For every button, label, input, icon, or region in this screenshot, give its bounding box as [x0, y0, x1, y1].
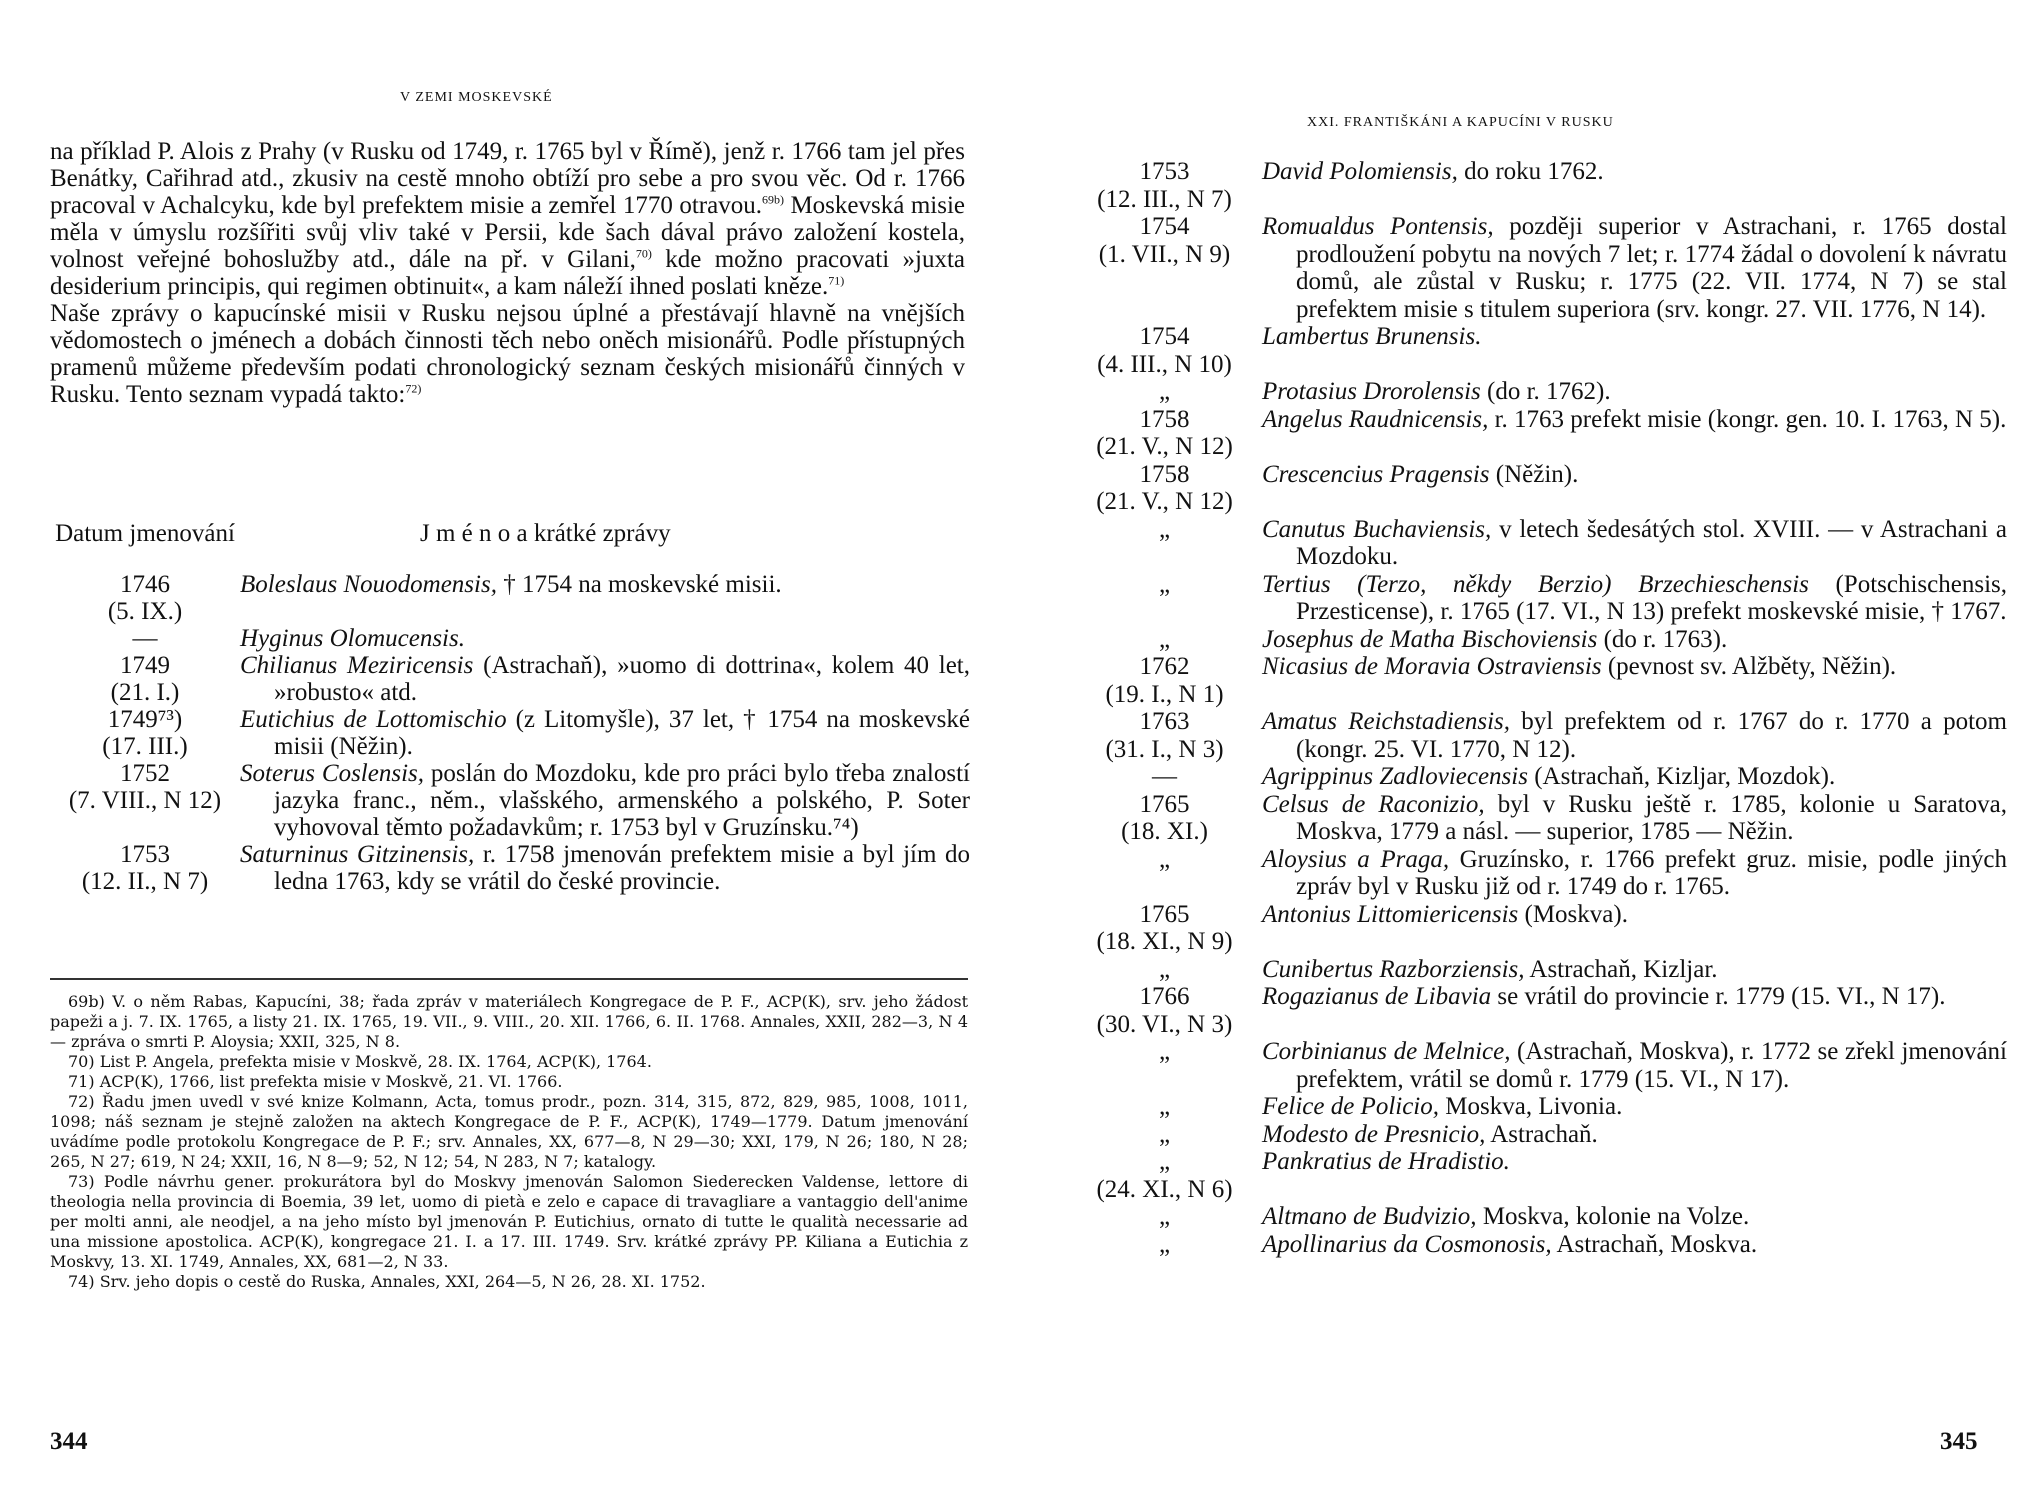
missionary-name: Amatus Reichstadiensis, [1262, 708, 1511, 735]
missionary-note: r. 1758 jmenován prefektem misie a byl jím do ledna 1763, kdy se vrátil do české provincie. [274, 841, 970, 895]
table-row [50, 760, 970, 841]
missionary-name: Canutus Buchaviensis, [1262, 515, 1492, 543]
row-date: „ [1158, 570, 1171, 598]
row-date: „ [1158, 845, 1171, 873]
footnote: 72) Řadu jmen uvedl v své knize Kolmann, Acta, tomus prodr., pozn. 314, 315, 872, 829, 985, 1008, 1011, 1098; náš seznam je stejně založen na aktech Kongregace de P. F., ACP(K), 1749—1779. Datum jmenování uvádíme podle protokolu Kongregace de P. F.; srv. Annales, XX, 677—8, N 29—30; XXI, 179, N 26; 180, N 28; 265, N 27; 619, N 24; XXII, 16, N 8—9; 52, N 12; 54, N 283, N 7; katalogy. [50, 1092, 968, 1171]
row-date: 1754 (4. III., N 10) [1097, 323, 1232, 378]
table-row [1067, 571, 2007, 626]
missionary-note: † 1754 na moskevské misii. [496, 571, 782, 598]
row-description [1262, 378, 2007, 406]
table-row [1067, 708, 2007, 763]
row-description [1262, 626, 2007, 654]
footnote: 74) Srv. jeho dopis o cestě do Ruska, Annales, XXI, 264—5, N 26, 28. XI. 1752. [68, 1272, 706, 1291]
missionary-name: Hyginus Olomucensis. [240, 625, 465, 652]
table-row [1067, 378, 2007, 406]
missionary-note: (do r. 1763). [1597, 625, 1728, 653]
row-description [1262, 708, 2007, 763]
table-row [1067, 323, 2007, 378]
row-date: 1754 (1. VII., N 9) [1098, 213, 1231, 268]
table-row [1067, 1121, 2007, 1149]
header-date: Datum jmenování [55, 520, 235, 547]
missionary-name: Antonius Littomiericensis [1262, 900, 1519, 928]
table-row [1067, 901, 2007, 956]
missionary-note: Moskva, kolonie na Volze. [1476, 1203, 1750, 1230]
row-date: „ [1158, 1203, 1171, 1230]
footnotes [50, 992, 968, 1292]
row-date: 1762 (19. I., N 1) [1105, 653, 1224, 708]
missionary-name: Apollinarius da Cosmonosis, [1262, 1230, 1552, 1258]
row-description [240, 625, 970, 652]
row-description [1262, 901, 2007, 956]
row-description [1262, 653, 2007, 708]
right-page [1017, 0, 2034, 1500]
row-description [240, 841, 970, 895]
missionary-note: (Astrachaň), »uomo di dottrina«, kolem 40 let, »robusto« atd. [274, 652, 971, 706]
table-row [50, 625, 970, 652]
missionary-note: byl v Rusku ještě r. 1785, kolonie u Saratova, Moskva, 1779 a násl. — superior, 1785 — Něžin. [1296, 790, 2007, 845]
row-date: „ [1158, 1038, 1171, 1065]
table-row [1067, 406, 2007, 461]
missionary-note: (Potschischensis, Przesticense), r. 1765 (17. VI., N 13) prefekt moskevské misie, † 1767. [1296, 570, 2007, 625]
row-description [1262, 571, 2007, 626]
missionary-note: Astrachaň. [1485, 1120, 1598, 1148]
missionary-note: později superior v Astrachani, r. 1765 dostal prodloužení pobytu na nových 7 let; r. 1774 žádal o dovolení k návratu domů, ale zůstal v Rusku; r. 1775 (22. VII. 1774, N 7) se stal prefektem misie s titulem superiora (srv. kongr. 27. VII. 1776, N 14). [1296, 213, 2008, 323]
row-date: „ [1158, 625, 1171, 653]
table-row [1067, 158, 2007, 213]
missionary-name: Nicasius de Moravia Ostraviensis [1262, 653, 1602, 680]
footnote: 69b) V. o něm Rabas, Kapucíni, 38; řada zpráv v materiálech Kongregace de P. F., ACP(K), srv. jeho žádost papeži a j. 7. IX. 1765, a listy 21. IX. 1765, 19. VII., 9. VIII., 20. XII. 1766, 6. II. 1768. Annales, XXII, 282—3, N 4 — zpráva o smrti P. Aloysia; XXII, 325, N 8. [50, 992, 968, 1051]
missionary-note: Moskva, Livonia. [1439, 1093, 1623, 1120]
row-date: 1758 (21. V., N 12) [1096, 405, 1233, 460]
row-description [240, 571, 970, 625]
missionary-name: Crescencius Pragensis [1262, 460, 1490, 488]
row-date: „ (24. XI., N 6) [1096, 1148, 1233, 1203]
row-description [1262, 791, 2007, 846]
missionary-note: Astrachaň, Kizljar. [1524, 955, 1718, 983]
footnote-ref-72[interactable]: 72) [405, 381, 422, 396]
footnote-divider [50, 978, 968, 980]
row-description [240, 760, 970, 841]
row-date: „ [1158, 955, 1171, 983]
row-date: 1753 (12. II., N 7) [81, 841, 209, 895]
row-description [1262, 956, 2007, 984]
missionary-name: Saturninus Gitzinensis, [240, 841, 475, 868]
header-name: J m é n o a krátké zprávy [420, 520, 671, 547]
right-running-header: XXI. FRANTIŠKÁNI A KAPUCÍNI V RUSKU [1307, 115, 1614, 130]
left-body-text [50, 138, 965, 408]
missionary-name: Angelus Raudnicensis, [1262, 405, 1489, 433]
missionary-name: Corbinianus de Melnice, [1262, 1038, 1511, 1065]
missionary-name: Agrippinus Zadloviecensis [1262, 763, 1528, 790]
row-date: 1749⁷³) (17. III.) [102, 706, 188, 760]
paragraph-1: na příklad P. Alois z Prahy (v Rusku od 1749, r. 1765 byl v Římě), jenž r. 1766 tam jel přes Benátky, Cařihrad atd., zkusiv na cestě mnoho obtíží pro sebe a pro svou věc. Od r. 1766 pracoval v Achalcyku, kde byl prefektem misie a zemřel 1770 otravou.$^{69b)}$ Moskevská misie měla v úmyslu rozšířiti svůj vliv také v Persii, kde šach dával právo založení kostela, volnost veřejné bohoslužby atd., dále na př. v Gilani,$^{70)}$ kde možno pracovati »juxta desiderium principis, qui regimen obtinuit«, a kam náleží ihned poslati kněze.$^{71)}$ [50, 138, 965, 300]
missionary-name: Tertius (Terzo, někdy Berzio) Brzechieschensis [1262, 570, 1809, 598]
missionary-name: Protasius Drorolensis [1262, 378, 1481, 405]
row-description [1262, 1038, 2007, 1093]
missionary-note: r. 1763 prefekt misie (kongr. gen. 10. I. 1763, N 5). [1488, 405, 2007, 433]
table-row [50, 706, 970, 760]
row-description [1262, 983, 2007, 1038]
table-row [1067, 983, 2007, 1038]
missionary-name: Josephus de Matha Bischoviensis [1262, 625, 1598, 653]
missionary-note: (Astrachaň, Moskva), r. 1772 se zřekl jmenování prefektem, vrátil se domů r. 1779 (15. VI., N 17). [1296, 1038, 2007, 1093]
missionary-note: (do r. 1762). [1480, 378, 1611, 405]
missionary-name: Altmano de Budvizio, [1262, 1203, 1477, 1230]
missionary-note: (Astrachaň, Kizljar, Mozdok). [1527, 763, 1836, 790]
row-date: — [132, 625, 158, 652]
table-row [1067, 846, 2007, 901]
row-description [1262, 1093, 2007, 1121]
table-row [1067, 461, 2007, 516]
missionary-name: David Polomiensis, [1262, 158, 1458, 185]
missionary-name: Felice de Policio, [1262, 1093, 1440, 1120]
table-row [1067, 791, 2007, 846]
footnote-ref-69b[interactable]: 69b) [761, 192, 784, 207]
missionary-name: Chilianus Meziricensis [240, 652, 474, 679]
row-description [1262, 1231, 2007, 1259]
row-description [1262, 763, 2007, 791]
row-date: 1752 (7. VIII., N 12) [68, 760, 222, 814]
footnote-ref-71[interactable]: 71) [828, 273, 845, 288]
footnote: 73) Podle návrhu gener. prokurátora byl do Moskvy jmenován Salomon Siederecken Valdense, lettore di theologia nella provincia di Boemia, 39 let, uomo di pietà e zelo e capace di travagliare a vantaggio dell'anime per molti anni, ale neodjel, a na jeho místo byl jmenován P. Eutichius, ornato di tutte le qualità necessarie ad una missione apostolica. ACP(K), kongregace 21. I. a 17. III. 1749. Srv. krátké zprávy PP. Kiliana a Eutichia z Moskvy, 13. XI. 1749, Annales, XX, 681—2, N 33. [50, 1172, 968, 1271]
missionary-table-right [1067, 158, 2007, 1258]
page-number-left: 344 [50, 1428, 88, 1455]
missionary-name: Modesto de Presnicio, [1262, 1120, 1486, 1148]
missionary-name: Cunibertus Razborziensis, [1262, 955, 1525, 983]
table-row [50, 652, 970, 706]
row-date: „ [1158, 1230, 1171, 1258]
table-row [1067, 956, 2007, 984]
row-description [1262, 406, 2007, 461]
row-date: „ [1158, 378, 1171, 405]
missionary-name: Rogazianus de Libavia [1262, 983, 1492, 1010]
missionary-note: Astrachaň, Moskva. [1551, 1230, 1758, 1258]
row-date: 1746 (5. IX.) [107, 571, 183, 625]
row-description [1262, 323, 2007, 378]
footnote: 71) ACP(K), 1766, list prefekta misie v Moskvě, 21. VI. 1766. [68, 1072, 563, 1091]
table-header [50, 520, 970, 547]
row-date: „ [1158, 1093, 1171, 1120]
row-description [1262, 1121, 2007, 1149]
missionary-name: Pankratius de Hradistio. [1262, 1148, 1510, 1175]
table-row [50, 571, 970, 625]
table-row [1067, 1038, 2007, 1093]
row-date: 1749 (21. I.) [110, 652, 180, 706]
table-row [1067, 626, 2007, 654]
row-description [1262, 461, 2007, 516]
row-description [1262, 158, 2007, 213]
row-description [1262, 1148, 2007, 1203]
missionary-name: Lambertus Brunensis. [1262, 323, 1482, 350]
missionary-name: Romualdus Pontensis, [1262, 213, 1494, 240]
row-description [1262, 213, 2007, 323]
table-row [50, 841, 970, 895]
table-row [1067, 213, 2007, 323]
table-row [1067, 516, 2007, 571]
missionary-note: (pevnost sv. Alžběty, Něžin). [1601, 653, 1897, 680]
row-description [1262, 516, 2007, 571]
missionary-note: Gruzínsko, r. 1766 prefekt gruz. misie, podle jiných zpráv byl v Rusku již od r. 1749 do r. 1765. [1296, 845, 2008, 900]
table-row [1067, 653, 2007, 708]
row-date: 1766 (30. VI., N 3) [1096, 983, 1233, 1038]
missionary-name: Eutichius de Lottomischio [240, 706, 507, 733]
missionary-note: (Moskva). [1518, 900, 1628, 928]
missionary-name: Soterus Coslensis, [240, 760, 424, 787]
missionary-name: Boleslaus Nouodomensis, [240, 571, 497, 598]
row-date: 1758 (21. V., N 12) [1096, 460, 1233, 515]
missionary-note: v letech šedesátých stol. XVIII. — v Astrachani a Mozdoku. [1296, 515, 2007, 570]
row-date: — [1152, 763, 1177, 790]
footnote-ref-70[interactable]: 70) [635, 246, 652, 261]
row-date: 1765 (18. XI.) [1121, 790, 1208, 845]
row-date: 1763 (31. I., N 3) [1105, 708, 1224, 763]
row-description [1262, 846, 2007, 901]
row-description [240, 706, 970, 760]
table-row [1067, 763, 2007, 791]
missionary-name: Celsus de Raconizio, [1262, 790, 1485, 818]
missionary-note: do roku 1762. [1457, 158, 1604, 185]
missionary-note: (Něžin). [1489, 460, 1579, 488]
missionary-note: poslán do Mozdoku, kde pro práci bylo třeba znalostí jazyka franc., něm., vlašského, armenského a polského, P. Soter vyhovoval těmto požadavkům; r. 1753 byl v Gruzínsku.⁷⁴) [274, 760, 970, 841]
page-number-right: 345 [1940, 1428, 1978, 1455]
table-row [1067, 1203, 2007, 1231]
row-date: 1753 (12. III., N 7) [1097, 158, 1232, 213]
table-row [1067, 1093, 2007, 1121]
missionary-table-left [50, 520, 970, 895]
missionary-note: byl prefektem od r. 1767 do r. 1770 a potom (kongr. 25. VI. 1770, N 12). [1296, 708, 2008, 763]
footnote: 70) List P. Angela, prefekta misie v Moskvě, 28. IX. 1764, ACP(K), 1764. [68, 1052, 652, 1071]
table-row [1067, 1148, 2007, 1203]
missionary-note: (z Litomyšle), 37 let, † 1754 na moskevské misii (Něžin). [274, 706, 970, 760]
left-running-header: V ZEMI MOSKEVSKÉ [400, 90, 553, 105]
paragraph-2: Naše zprávy o kapucínské misii v Rusku nejsou úplné a přestávají hlavně na vnějších vědomostech o jménech a dobách činnosti těch nebo oněch misionářů. Podle přístupných pramenů můžeme především podati chronologický seznam českých misionářů činných v Rusku. Tento seznam vypadá takto:$^{72)}$ [50, 300, 965, 408]
row-date: 1765 (18. XI., N 9) [1096, 900, 1233, 955]
row-description [1262, 1203, 2007, 1231]
missionary-name: Aloysius a Praga, [1262, 845, 1450, 873]
table-row [1067, 1231, 2007, 1259]
row-description [240, 652, 970, 706]
row-date: „ [1158, 515, 1171, 543]
missionary-note: se vrátil do provincie r. 1779 (15. VI., N 17). [1491, 983, 1946, 1010]
row-date: „ [1158, 1120, 1171, 1148]
